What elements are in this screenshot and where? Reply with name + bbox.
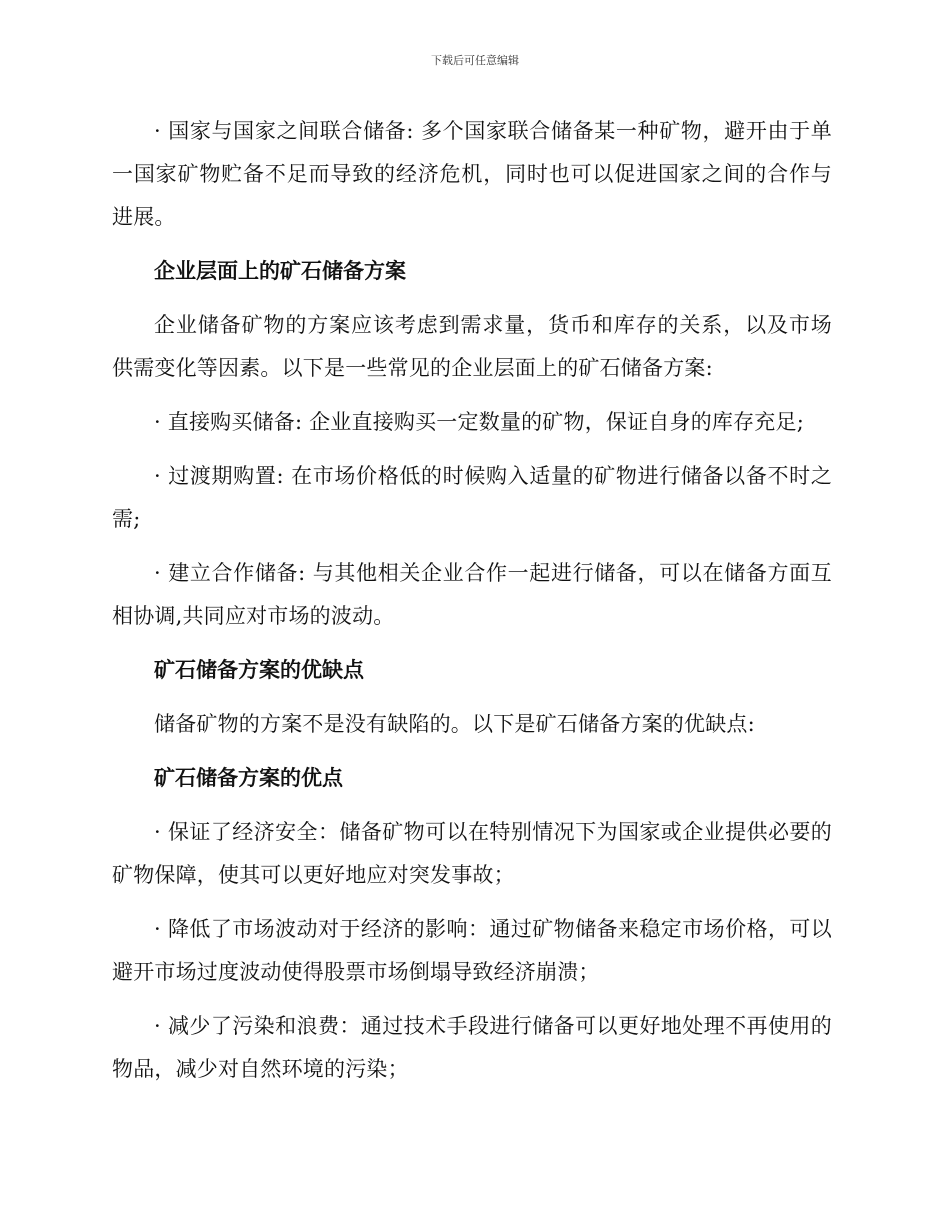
document-body	[112, 110, 832, 1091]
paragraph-direct-purchase: · 直接购买储备: 企业直接购买一定数量的矿物，保证自身的库存充足;	[154, 410, 804, 434]
paragraph-economic-security: · 保证了经济安全：储备矿物可以在特别情况下为国家或企业提供必要的矿物保障，使其可以更好地应对突发事故；	[112, 820, 832, 887]
paragraph-market-volatility: · 降低了市场波动对于经济的影响：通过矿物储备来稳定市场价格，可以避开市场过度波动使得股票市场倒塌导致经济崩溃；	[112, 917, 832, 984]
page-header-note: 下载后可任意编辑	[431, 54, 519, 67]
heading-advantages: 矿石储备方案的优点	[154, 766, 343, 790]
paragraph-cooperative-reserve: · 建立合作储备: 与其他相关企业合作一起进行储备，可以在储备方面互相协调,共同应对市场的波动。	[112, 561, 832, 628]
paragraph-enterprise-intro: 企业储备矿物的方案应该考虑到需求量，货币和库存的关系，以及市场供需变化等因素。以下是一些常见的企业层面上的矿石储备方案:	[112, 313, 832, 380]
paragraph-reduce-pollution: · 减少了污染和浪费：通过技术手段进行储备可以更好地处理不再使用的物品，减少对自然环境的污染；	[112, 1014, 832, 1081]
paragraph-pros-cons-intro: 储备矿物的方案不是没有缺陷的。以下是矿石储备方案的优缺点:	[154, 712, 755, 736]
paragraph-transition-purchase: · 过渡期购置: 在市场价格低的时候购入适量的矿物进行储备以备不时之需;	[112, 464, 832, 531]
paragraph-joint-reserve: · 国家与国家之间联合储备: 多个国家联合储备某一种矿物，避开由于单一国家矿物贮备不足而导致的经济危机，同时也可以促进国家之间的合作与进展。	[112, 119, 832, 229]
heading-pros-cons: 矿石储备方案的优缺点	[154, 658, 364, 682]
heading-enterprise-plan: 企业层面上的矿石储备方案	[154, 259, 406, 283]
